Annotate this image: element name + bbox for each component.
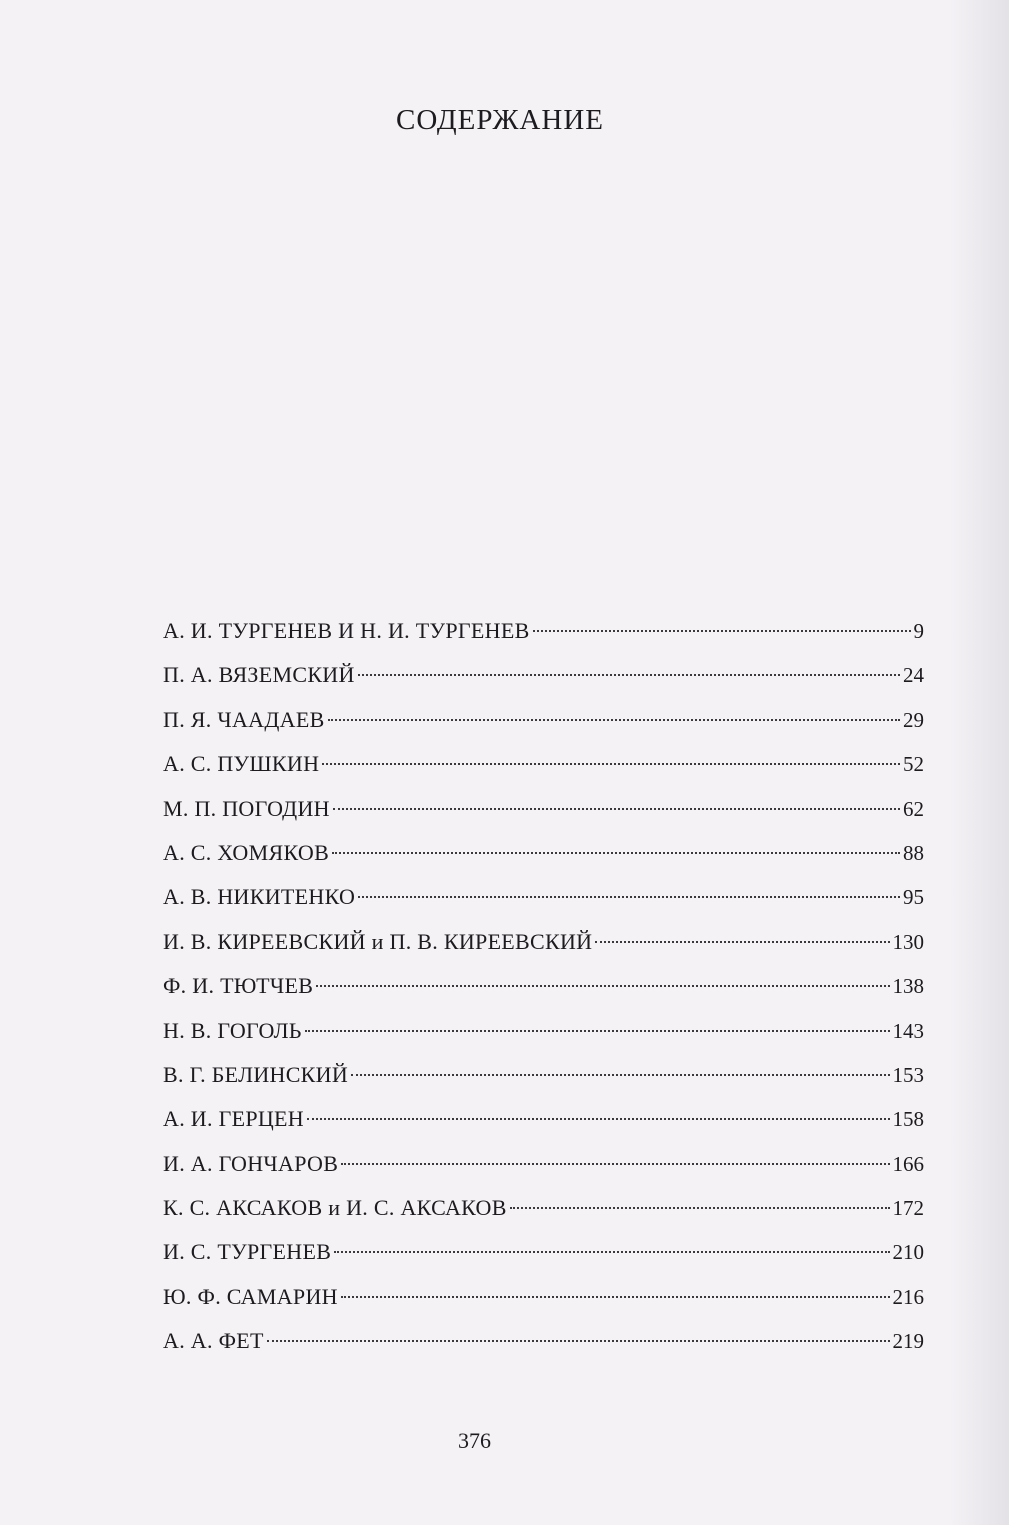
toc-entry-page: 172	[892, 1196, 924, 1221]
toc-entry	[163, 840, 924, 884]
toc-entry	[163, 1284, 924, 1328]
dot-leader	[333, 808, 900, 810]
dot-leader	[307, 1118, 890, 1120]
toc-entry	[163, 884, 924, 928]
dot-leader	[358, 896, 900, 898]
toc-entry-page: 153	[892, 1062, 924, 1087]
page-edge-shadow	[949, 0, 1009, 1525]
toc-entry-name: Ю. Ф. САМАРИН	[163, 1283, 338, 1309]
toc-entry-page: 9	[913, 619, 924, 643]
toc-entry-page: 29	[903, 707, 924, 732]
toc-entry-name: П. А. ВЯЗЕМСКИЙ	[163, 662, 355, 688]
toc-entry	[163, 1195, 924, 1239]
toc-entry-name: М. П. ПОГОДИН	[163, 795, 330, 821]
toc-entry-name: А. С. ПУШКИН	[163, 751, 320, 777]
dot-leader	[316, 985, 889, 987]
dot-leader	[533, 630, 911, 632]
toc-entry	[163, 1151, 924, 1195]
toc-entry-page: 143	[892, 1018, 924, 1043]
toc-entry-name: К. С. АКСАКОВ и И. С. АКСАКОВ	[163, 1195, 507, 1221]
toc-entry-page: 130	[892, 929, 924, 954]
dot-leader	[305, 1030, 890, 1032]
toc-entry-page: 166	[892, 1151, 924, 1176]
toc-entry-name: И. В. КИРЕЕВСКИЙ и П. В. КИРЕЕВСКИЙ	[163, 928, 593, 954]
table-of-contents	[163, 618, 924, 1373]
dot-leader	[334, 1251, 889, 1253]
toc-entry-page: 158	[892, 1107, 924, 1132]
toc-entry	[163, 1062, 924, 1106]
contents-heading: СОДЕРЖАНИЕ	[396, 104, 604, 136]
page-number: 376	[458, 1428, 491, 1453]
toc-entry	[163, 1106, 924, 1150]
dot-leader	[322, 763, 900, 765]
dot-leader	[351, 1074, 889, 1076]
dot-leader	[332, 852, 900, 854]
toc-entry-page: 62	[903, 796, 924, 821]
dot-leader	[267, 1340, 890, 1342]
toc-entry-page: 88	[903, 840, 924, 865]
toc-entry-page: 219	[892, 1329, 924, 1354]
toc-entry-name: Н. В. ГОГОЛЬ	[163, 1017, 302, 1043]
toc-entry-name: А. А. ФЕТ	[163, 1328, 264, 1354]
toc-entry	[163, 751, 924, 795]
toc-entry	[163, 618, 924, 662]
dot-leader	[328, 719, 900, 721]
toc-entry-name: А. В. НИКИТЕНКО	[163, 884, 356, 910]
toc-entry-page: 216	[892, 1284, 924, 1309]
toc-entry	[163, 796, 924, 840]
toc-entry-page: 210	[892, 1240, 924, 1265]
toc-entry-name: П. Я. ЧААДАЕВ	[163, 706, 325, 732]
toc-entry	[163, 929, 924, 973]
dot-leader	[510, 1207, 890, 1209]
toc-entry-page: 138	[892, 974, 924, 999]
toc-entry	[163, 707, 924, 751]
toc-entry-name: В. Г. БЕЛИНСКИЙ	[163, 1061, 349, 1087]
toc-entry	[163, 973, 924, 1017]
toc-entry-name: А. И. ТУРГЕНЕВ И Н. И. ТУРГЕНЕВ	[163, 618, 530, 643]
toc-entry	[163, 662, 924, 706]
toc-entry	[163, 1328, 924, 1372]
dot-leader	[595, 941, 889, 943]
dot-leader	[341, 1163, 889, 1165]
toc-entry	[163, 1018, 924, 1062]
dot-leader	[341, 1296, 890, 1298]
toc-entry-name: Ф. И. ТЮТЧЕВ	[163, 973, 314, 999]
toc-entry	[163, 1239, 924, 1283]
toc-entry-name: А. С. ХОМЯКОВ	[163, 839, 330, 865]
toc-entry-page: 52	[903, 752, 924, 777]
toc-entry-name: А. И. ГЕРЦЕН	[163, 1106, 304, 1132]
dot-leader	[358, 674, 900, 676]
toc-entry-page: 24	[903, 663, 924, 688]
toc-entry-name: И. А. ГОНЧАРОВ	[163, 1150, 339, 1176]
toc-entry-name: И. С. ТУРГЕНЕВ	[163, 1239, 332, 1265]
toc-entry-page: 95	[903, 885, 924, 910]
